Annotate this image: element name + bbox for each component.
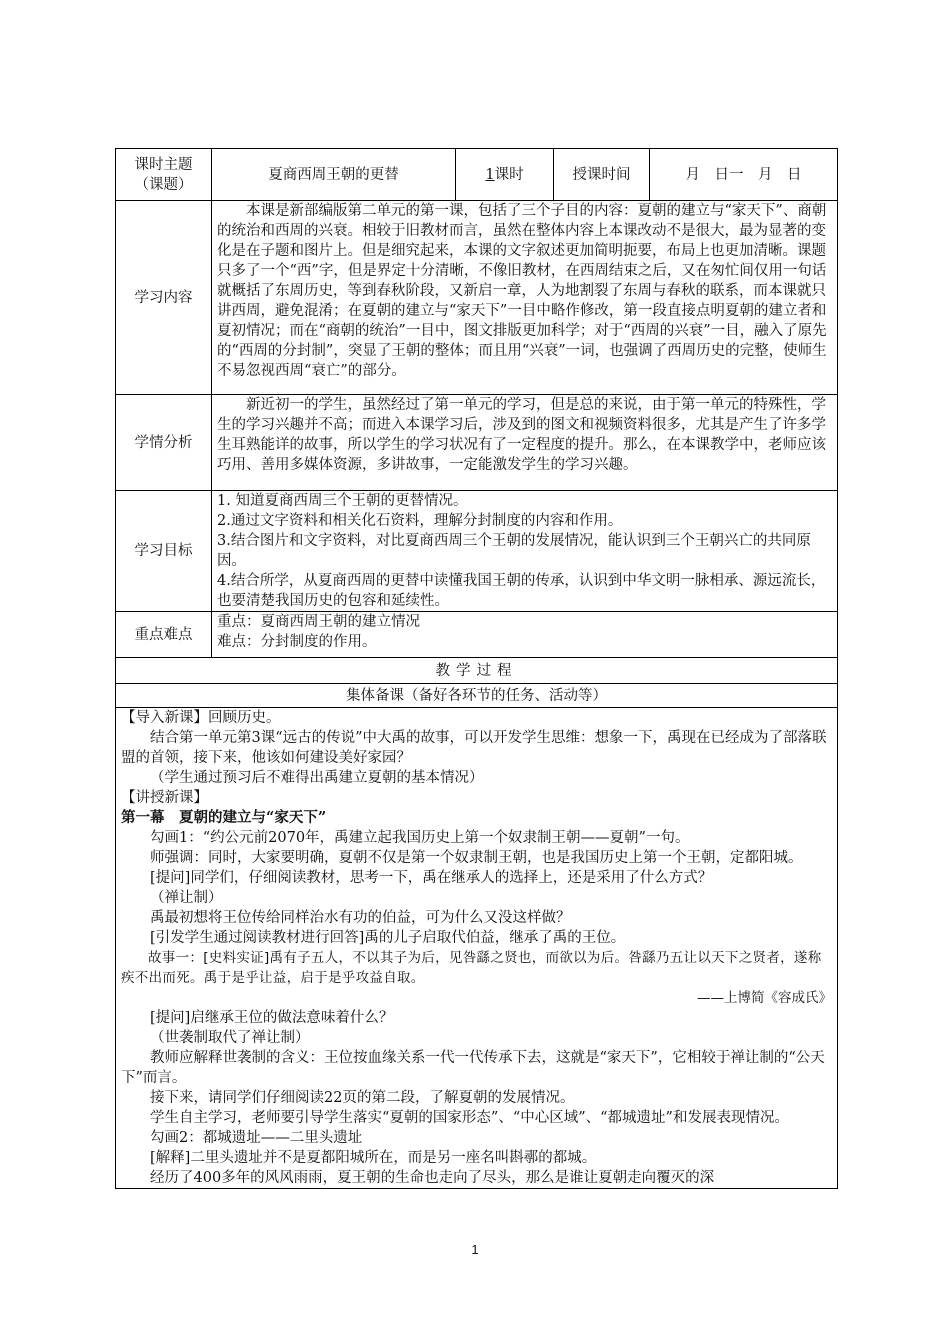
key-points-label: 重点难点 [116, 612, 212, 658]
time-label: 授课时间 [554, 149, 650, 201]
time-value: 月 日一 月 日 [650, 149, 838, 201]
historical-quote: 故事一：[史料实证]禹有子五人，不以其子为后，见咎繇之贤也，而欲以为后。咎繇乃五让以天下之贤者，遂称疾不出而死。禹于是乎让益，启于是乎攻益自取。 [121, 950, 822, 986]
lesson-paragraph: 结合第一单元第3课“远古的传说”中大禹的故事，可以开发学生思维：想象一下，禹现在已经成为了部落联盟的首领，接下来，他该如何建设美好家园？ [121, 730, 827, 766]
content-label: 学习内容 [116, 201, 212, 395]
collective-title-row [116, 684, 838, 708]
goal-item: 1. 知道夏商西周三个王朝的更替情况。 [217, 493, 468, 509]
lesson-body-row [116, 708, 838, 1189]
lesson-paragraph: 接下来，请同学们仔细阅读22页的第二段，了解夏朝的发展情况。 [150, 1090, 575, 1106]
lesson-paragraph: 【导入新课】回顾历史。 [121, 710, 281, 726]
process-title: 教学过程 [116, 658, 838, 684]
lesson-paragraph: （世袭制取代了禅让制） [150, 1030, 310, 1046]
content-row [116, 201, 838, 395]
hours-unit: 课时 [494, 166, 524, 183]
quote-source: ——上博简《容成氏》 [697, 990, 832, 1006]
key-points-cell [212, 612, 838, 658]
goals-label: 学习目标 [116, 491, 212, 612]
analysis-row [116, 395, 838, 491]
goal-item: 4.结合所学，从夏商西周的更替中读懂我国王朝的传承，认识到中华文明一脉相承、源远流长，也要清楚我国历史的包容和延续性。 [217, 573, 826, 609]
lesson-plan-table [115, 148, 838, 1189]
lesson-paragraph: 教师应解释世袭制的含义：王位按血缘关系一代一代传承下去，这就是“家天下”，它相较于禅让制的“公天下”而言。 [121, 1050, 825, 1086]
section-heading: 第一幕 夏朝的建立与“家天下” [121, 809, 327, 826]
analysis-text-cell [212, 395, 838, 491]
topic-row [116, 149, 838, 201]
hours-number: 1 [485, 166, 495, 183]
content-text: 本课是新部编版第二单元的第一课，包括了三个子目的内容：夏朝的建立与“家天下”、商朝的统治和西周的兴衰。相较于旧教材而言，虽然在整体内容上本课改动不是很大，最为显著的变化是在子题和图片上。但是细究起来，本课的文字叙述更加简明扼要，布局上也更加清晰。课题只多了一个“西”字，但是界定十分清晰，不像旧教材，在西周结束之后，又在匆忙间仅用一句话就概括了东周历史，等到春秋阶段，又新启一章，人为地割裂了东周与春秋的联系，而本课就只讲西周，避免混淆；在夏朝的建立与“家天下”一目中略作修改，第一段直接点明夏朝的建立者和夏初情况；而在“商朝的统治”一目中，图文排版更加科学；对于“西周的兴衰”一目，融入了原先的“西周的分封制”，突显了王朝的整体；而且用“兴衰”一词，也强调了西周历史的完整，使师生不易忽视西周“衰亡”的部分。 [217, 203, 827, 379]
lesson-paragraph: 师强调：同时，大家要明确，夏朝不仅是第一个奴隶制王朝，也是我国历史上第一个王朝，定都阳城。 [150, 850, 803, 866]
topic-label: 课时主题（课题） [116, 149, 212, 201]
lesson-paragraph: 勾画1：“约公元前2070年，禹建立起我国历史上第一个奴隶制王朝——夏朝”一句。 [150, 830, 690, 846]
content-text-cell [212, 201, 838, 395]
lesson-paragraph: [提问]启继承王位的做法意味着什么？ [150, 1010, 394, 1026]
topic-value: 夏商西周王朝的更替 [212, 149, 456, 201]
lesson-paragraph: [解释]二里头遗址并不是夏都阳城所在，而是另一座名叫斟鄩的都城。 [150, 1150, 597, 1166]
lesson-paragraph: 禹最初想将王位传给同样治水有功的伯益，可为什么又没这样做？ [150, 910, 571, 926]
lesson-body [116, 708, 838, 1189]
page-number: 1 [471, 1242, 479, 1257]
lesson-paragraph: 学生自主学习，老师要引导学生落实“夏朝的国家形态”、“中心区域”、“都城遗址”和发展表现情况。 [150, 1110, 789, 1126]
analysis-text: 新近初一的学生，虽然经过了第一单元的学习，但是总的来说，由于第一单元的特殊性，学生的学习兴趣并不高；而进入本课学习后，涉及到的图文和视频资料很多，尤其是产生了许多学生耳熟能详的故事，所以学生的学习状况有了一定程度的提升。那么，在本课教学中，老师应该巧用、善用多媒体资源，多讲故事，一定能激发学生的学习兴趣。 [217, 397, 826, 473]
lesson-paragraph: 经历了400多年的风风雨雨，夏王朝的生命也走向了尽头，那么是谁让夏朝走向覆灭的深 [150, 1170, 715, 1186]
goals-row [116, 491, 838, 612]
lesson-paragraph: （禅让制） [150, 890, 223, 906]
lesson-paragraph: 【讲授新课】 [121, 790, 208, 806]
difficult-point: 难点：分封制度的作用。 [217, 634, 377, 650]
goal-item: 2.通过文字资料和相关化石资料，理解分封制度的内容和作用。 [217, 513, 623, 529]
lesson-paragraph: （学生通过预习后不难得出禹建立夏朝的基本情况） [150, 770, 484, 786]
goals-list [212, 491, 838, 612]
key-points-row [116, 612, 838, 658]
collective-title: 集体备课（备好各环节的任务、活动等） [116, 684, 838, 708]
process-title-row [116, 658, 838, 684]
class-hours [456, 149, 554, 201]
goal-item: 3.结合图片和文字资料，对比夏商西周三个王朝的发展情况，能认识到三个王朝兴亡的共同原因。 [217, 533, 811, 569]
lesson-paragraph: 勾画2：都城遗址——二里头遗址 [150, 1130, 363, 1146]
lesson-paragraph: [引发学生通过阅读教材进行回答]禹的儿子启取代伯益，继承了禹的王位。 [150, 930, 626, 946]
analysis-label: 学情分析 [116, 395, 212, 491]
lesson-paragraph: [提问]同学们，仔细阅读教材，思考一下，禹在继承人的选择上，还是采用了什么方式？ [150, 870, 713, 886]
key-point: 重点：夏商西周王朝的建立情况 [217, 614, 420, 630]
